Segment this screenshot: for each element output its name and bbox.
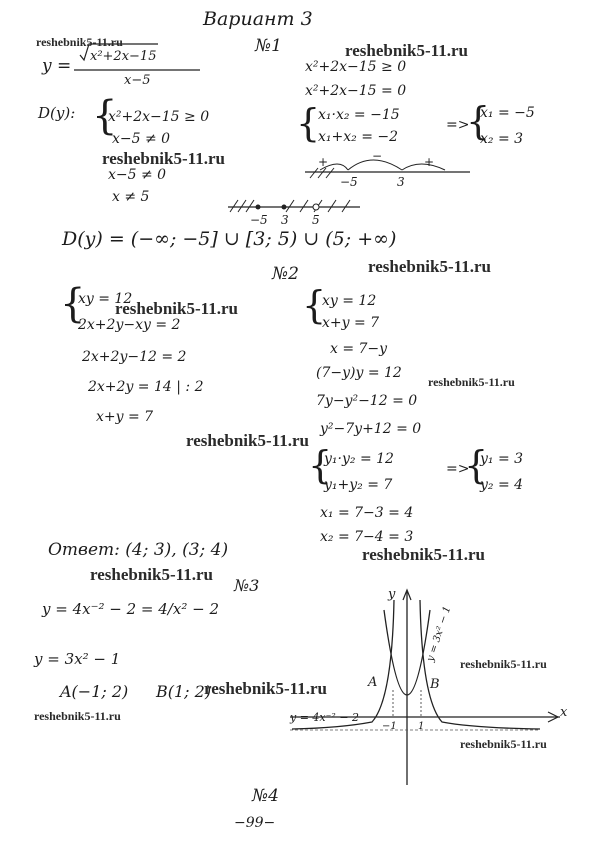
task1-cond2: x−5 ≠ 0	[112, 131, 171, 147]
task2-right8: y₁+y₂ = 7	[324, 477, 393, 493]
point-3	[282, 205, 287, 210]
task2-right12: x₂ = 7−4 = 3	[320, 529, 414, 545]
domain-hatch	[230, 200, 350, 212]
task1-denominator: x−5	[124, 73, 151, 88]
task2-right-arrow: =>	[446, 461, 470, 477]
task2-vieta-brace: {	[308, 443, 333, 487]
task1-vieta2: x₁+x₂ = −2	[318, 129, 399, 145]
line-tick-3: 3	[281, 213, 289, 227]
task1-vieta1: x₁·x₂ = −15	[318, 107, 400, 123]
graph-x-label: x	[560, 705, 568, 720]
point-m5	[256, 205, 261, 210]
sign-plus-left: +	[318, 155, 329, 169]
task3-pointA: A(−1; 2)	[60, 682, 129, 701]
sign-tick-3: 3	[397, 175, 405, 189]
page-number: −99−	[234, 815, 276, 831]
task3-pointB: B(1; 2)	[156, 682, 212, 701]
graph-tick-m1: −1	[382, 721, 397, 732]
task1-y: y =	[42, 56, 72, 76]
graph-label-hyperbola: y = 4x⁻² − 2	[290, 711, 360, 724]
watermark: reshebnik5-11.ru	[460, 737, 547, 751]
task1-root2: x₂ = 3	[480, 131, 524, 147]
sign-hatch-left	[310, 168, 334, 178]
task2-right2: x+y = 7	[322, 315, 380, 331]
graph-label-parabola: y = 3x² − 1	[425, 605, 454, 664]
watermark: reshebnik5-11.ru	[115, 299, 238, 318]
sign-minus: −	[372, 149, 383, 163]
graph-tick-1: 1	[418, 721, 425, 732]
line-tick-5: 5	[312, 213, 320, 227]
task2-right7: y₁·y₂ = 12	[324, 451, 394, 467]
graph-y-label: y	[388, 587, 396, 602]
task2-right4: (7−y)y = 12	[316, 365, 402, 381]
task1-domain-label: D(y):	[38, 104, 76, 122]
task1-numerator: x²+2x−15	[90, 49, 157, 64]
watermark: reshebnik5-11.ru	[102, 149, 225, 168]
task1-answer: D(y) = (−∞; −5] ∪ [3; 5) ∪ (5; +∞)	[62, 228, 397, 250]
watermark: reshebnik5-11.ru	[460, 657, 547, 671]
sign-plus-right: +	[424, 155, 435, 169]
watermark: reshebnik5-11.ru	[204, 679, 327, 698]
task2-answer: Ответ: (4; 3), (3; 4)	[48, 540, 229, 560]
task1-vieta-brace: {	[296, 101, 321, 145]
task1-brace: {	[92, 93, 118, 139]
task2-left-brace: {	[60, 281, 86, 327]
task1-root1: x₁ = −5	[480, 105, 535, 121]
task3-number: №3	[234, 576, 260, 595]
line-tick-m5: −5	[250, 213, 268, 227]
point-5	[313, 204, 319, 210]
task2-right3: x = 7−y	[330, 341, 388, 357]
task2-right10: y₂ = 4	[480, 477, 524, 493]
task2-left1: xy = 12	[78, 291, 133, 307]
watermark: reshebnik5-11.ru	[368, 257, 491, 276]
graph-hyperbola-left	[292, 600, 394, 729]
sign-tick-m5: −5	[340, 175, 358, 189]
page-title: Вариант 3	[203, 8, 313, 30]
task2-right9: y₁ = 3	[480, 451, 524, 467]
graph-label-A: A	[368, 675, 378, 690]
task2-right5: 7y−y²−12 = 0	[316, 393, 418, 409]
watermark: reshebnik5-11.ru	[345, 41, 468, 60]
task1-r1: x²+2x−15 ≥ 0	[305, 59, 407, 75]
task3-line2: y = 3x² − 1	[34, 650, 121, 668]
task1-arrow: =>	[446, 117, 470, 133]
graph-label-B: B	[430, 677, 440, 692]
task2-right6: y²−7y+12 = 0	[320, 421, 422, 437]
watermark: reshebnik5-11.ru	[36, 35, 123, 49]
watermark: reshebnik5-11.ru	[186, 431, 309, 450]
watermark: reshebnik5-11.ru	[428, 375, 515, 389]
watermark: reshebnik5-11.ru	[34, 709, 121, 723]
task2-left3: 2x+2y−12 = 2	[82, 349, 187, 365]
task4-number: №4	[252, 786, 279, 806]
task1-step1: x−5 ≠ 0	[108, 167, 167, 183]
task2-left2: 2x+2y−xy = 2	[78, 317, 181, 333]
task2-number: №2	[272, 264, 299, 284]
watermark: reshebnik5-11.ru	[90, 565, 213, 584]
task1-r2: x²+2x−15 = 0	[305, 83, 407, 99]
task2-right11: x₁ = 7−3 = 4	[320, 505, 414, 521]
task1-roots-brace: {	[466, 99, 491, 143]
task3-line1: y = 4x⁻² − 2 = 4/x² − 2	[42, 600, 219, 618]
watermark: reshebnik5-11.ru	[362, 545, 485, 564]
task2-left5: x+y = 7	[96, 409, 154, 425]
task2-roots-brace: {	[464, 443, 489, 487]
task2-right-brace: {	[302, 283, 327, 327]
task1-number: №1	[255, 36, 282, 56]
task2-right1: xy = 12	[322, 293, 377, 309]
task2-left4: 2x+2y = 14 | : 2	[88, 379, 204, 395]
task1-cond1: x²+2x−15 ≥ 0	[108, 109, 210, 125]
task1-step2: x ≠ 5	[112, 189, 150, 205]
